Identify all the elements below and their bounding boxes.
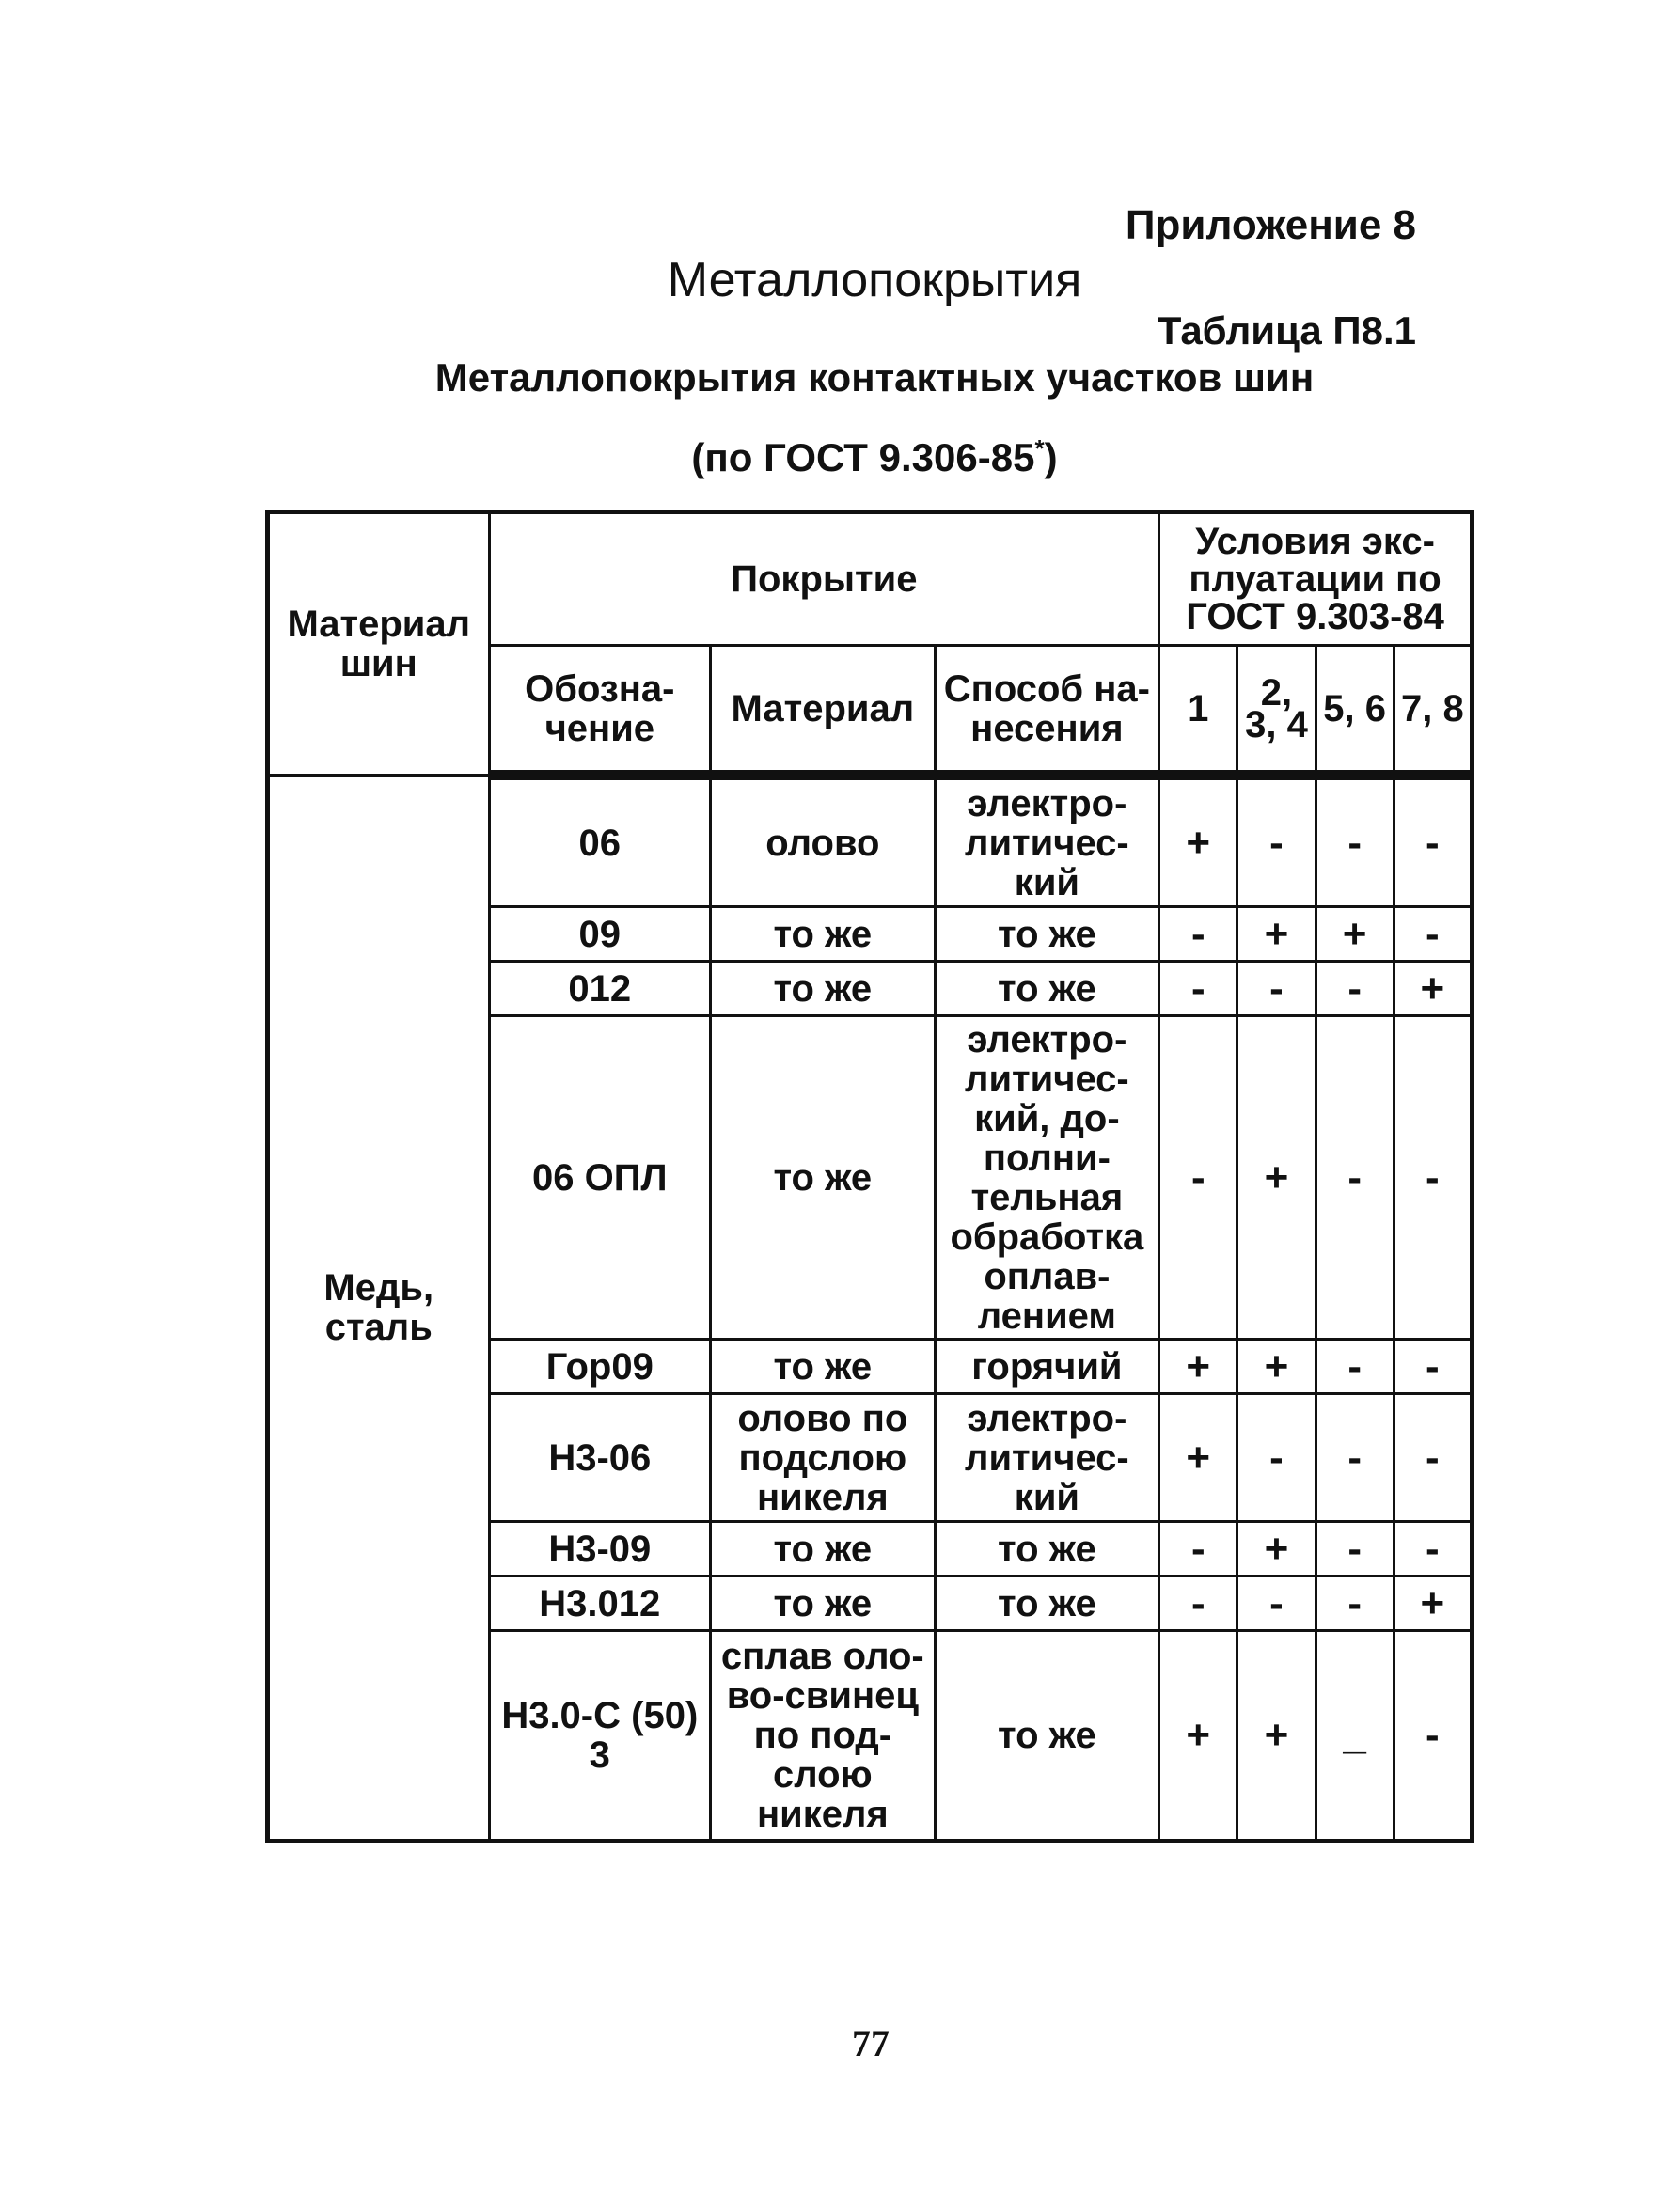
cell-method: электро-литичес-кий <box>935 776 1159 907</box>
page-number: 77 <box>852 2022 890 2064</box>
table-label: Таблица П8.1 <box>1157 308 1416 353</box>
subtitle-close: ) <box>1044 435 1058 479</box>
cell-method: то же <box>935 1631 1159 1842</box>
header-coating: Покрытие <box>489 512 1159 646</box>
cell-c1: - <box>1159 1016 1237 1340</box>
cell-designation: Н3.012 <box>489 1577 711 1631</box>
header-cond-4: 7, 8 <box>1394 646 1472 776</box>
cell-c4: - <box>1394 776 1472 907</box>
cell-c1: + <box>1159 1340 1237 1394</box>
cell-material: то же <box>711 1522 936 1577</box>
cell-material: сплав оло-во-свинец по под-слою никеля <box>711 1631 936 1842</box>
cell-c2: + <box>1237 1631 1316 1842</box>
header-conditions: Условия экс-плуатации по ГОСТ 9.303-84 <box>1159 512 1473 646</box>
cell-c3: - <box>1316 1522 1394 1577</box>
table-row <box>268 776 1473 907</box>
cell-material: то же <box>711 1577 936 1631</box>
cell-c1: - <box>1159 1522 1237 1577</box>
cell-material: то же <box>711 1016 936 1340</box>
cell-c4: - <box>1394 1340 1472 1394</box>
cell-designation: 06 ОПЛ <box>489 1016 711 1340</box>
header-cond-2: 2, 3, 4 <box>1237 646 1316 776</box>
cell-c1: + <box>1159 1631 1237 1842</box>
header-designation: Обозна-чение <box>489 646 711 776</box>
cell-c4: - <box>1394 1016 1472 1340</box>
cell-c4: - <box>1394 907 1472 962</box>
cell-c1: - <box>1159 962 1237 1016</box>
coatings-table <box>265 510 1474 1843</box>
cell-c1: + <box>1159 776 1237 907</box>
cell-c4: - <box>1394 1522 1472 1577</box>
cell-c2: + <box>1237 1016 1316 1340</box>
cell-c4: - <box>1394 1394 1472 1522</box>
cell-c2: - <box>1237 776 1316 907</box>
header-cond-1: 1 <box>1159 646 1237 776</box>
cell-designation: 012 <box>489 962 711 1016</box>
header-material: Материал <box>711 646 936 776</box>
footnote-mark: * <box>1034 434 1045 463</box>
cell-c3: - <box>1316 1340 1394 1394</box>
cell-c1: - <box>1159 1577 1237 1631</box>
cell-c4: + <box>1394 962 1472 1016</box>
cell-method: электро-литичес-кий <box>935 1394 1159 1522</box>
cell-c1: + <box>1159 1394 1237 1522</box>
cell-c2: + <box>1237 907 1316 962</box>
table-subtitle-standard <box>0 434 1670 480</box>
header-material-shin: Материал шин <box>268 512 490 776</box>
cell-designation: Н3-09 <box>489 1522 711 1577</box>
cell-material: олово <box>711 776 936 907</box>
cell-designation: Н3-06 <box>489 1394 711 1522</box>
cell-designation: 06 <box>489 776 711 907</box>
cell-designation: Н3.0-С (50) 3 <box>489 1631 711 1842</box>
cell-c3: - <box>1316 1016 1394 1340</box>
cell-c3: - <box>1316 776 1394 907</box>
header-cond-3: 5, 6 <box>1316 646 1394 776</box>
cell-c2: + <box>1237 1522 1316 1577</box>
cell-c3: _ <box>1316 1631 1394 1842</box>
cell-method: то же <box>935 1522 1159 1577</box>
page-title: Металлопокрытия <box>667 253 1082 307</box>
row-group-material: Медь, сталь <box>268 776 490 1842</box>
cell-c2: - <box>1237 1577 1316 1631</box>
cell-designation: Гор09 <box>489 1340 711 1394</box>
cell-material: то же <box>711 1340 936 1394</box>
cell-c3: - <box>1316 1577 1394 1631</box>
cell-method: то же <box>935 1577 1159 1631</box>
cell-c3: - <box>1316 1394 1394 1522</box>
cell-method: то же <box>935 907 1159 962</box>
header-method: Способ на-несения <box>935 646 1159 776</box>
appendix-label: Приложение 8 <box>1125 202 1416 248</box>
cell-material: олово по подслою никеля <box>711 1394 936 1522</box>
subtitle-standard-text: (по ГОСТ 9.306-85 <box>691 435 1035 479</box>
cell-c4: - <box>1394 1631 1472 1842</box>
cell-method: электро-литичес-кий, до-полни-тельная обработка оплав-лением <box>935 1016 1159 1340</box>
cell-method: то же <box>935 962 1159 1016</box>
table-subtitle: Металлопокрытия контактных участков шин <box>434 355 1315 400</box>
cell-c1: - <box>1159 907 1237 962</box>
cell-material: то же <box>711 962 936 1016</box>
cell-c4: + <box>1394 1577 1472 1631</box>
cell-designation: 09 <box>489 907 711 962</box>
cell-c2: - <box>1237 962 1316 1016</box>
cell-method: горячий <box>935 1340 1159 1394</box>
cell-c3: + <box>1316 907 1394 962</box>
cell-c2: + <box>1237 1340 1316 1394</box>
cell-material: то же <box>711 907 936 962</box>
cell-c3: - <box>1316 962 1394 1016</box>
cell-c2: - <box>1237 1394 1316 1522</box>
